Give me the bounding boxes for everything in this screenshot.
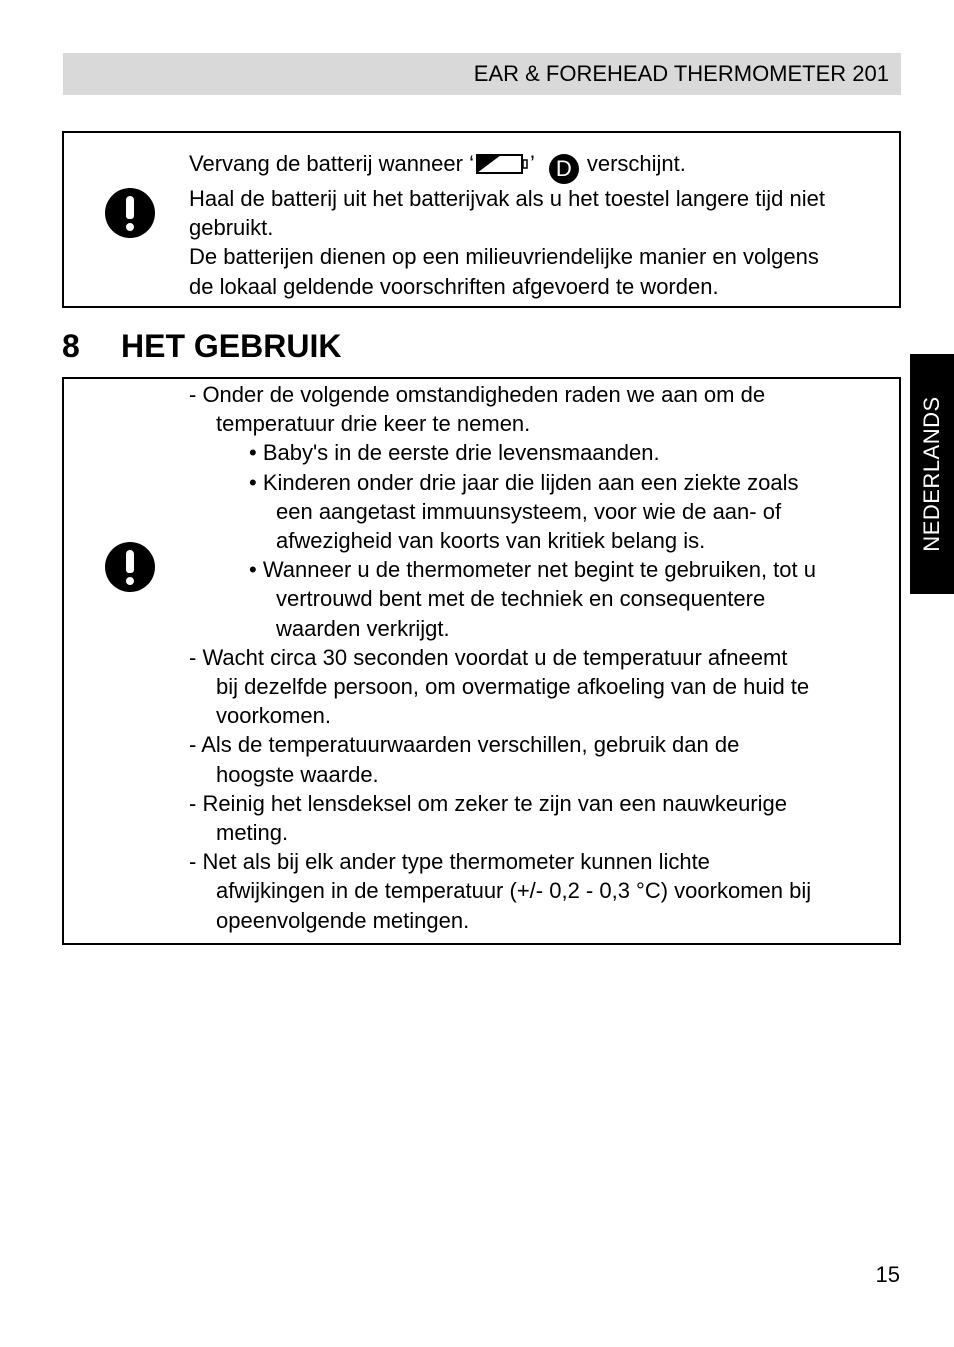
- header-bar: [63, 53, 901, 95]
- battery-notice-line: Haal de batterij uit het batterijvak als u het toestel langere tijd niet: [189, 186, 825, 211]
- list-item: - Als de temperatuurwaarden verschillen, gebruik dan de: [189, 732, 740, 758]
- battery-notice-quote-close: ’: [529, 151, 535, 176]
- bullet-item: • Baby's in de eerste drie levensmaanden.: [249, 440, 660, 466]
- header-title: EAR & FOREHEAD THERMOMETER 201: [473, 61, 889, 86]
- list-item-continuation: meting.: [216, 820, 289, 846]
- bullet-item-continuation: afwezigheid van koorts van kritiek belang is.: [276, 528, 706, 554]
- exclamation-circle-icon: [105, 542, 155, 592]
- list-item: - Wacht circa 30 seconden voordat u de temperatuur afneemt: [189, 644, 788, 670]
- battery-notice-line: [189, 149, 889, 184]
- battery-notice-line: De batterijen dienen op een milieuvriendelijke manier en volgens: [189, 244, 819, 270]
- page-number: 15: [875, 1262, 900, 1287]
- section-title: HET GEBRUIK: [121, 328, 342, 364]
- list-item-continuation: afwijkingen in de temperatuur (+/- 0,2 - 0,3 °C) voorkomen bij: [216, 878, 812, 904]
- battery-notice-line: gebruikt.: [189, 215, 274, 241]
- battery-notice-line1-end: verschijnt.: [586, 151, 686, 176]
- list-item-continuation: hoogste waarde.: [216, 761, 379, 787]
- section-heading: [62, 326, 341, 366]
- bullet-item-continuation: vertrouwd bent met de techniek en consequentere: [276, 586, 766, 612]
- section-number: 8: [62, 328, 80, 364]
- bullet-item-continuation: een aangetast immuunsysteem, voor wie de aan- of: [276, 498, 782, 524]
- language-side-tab-label: NEDERLANDS: [919, 396, 944, 552]
- bullet-item-continuation: waarden verkrijgt.: [276, 615, 450, 641]
- battery-notice-box: [62, 131, 901, 308]
- usage-notice-text: [189, 380, 889, 935]
- list-item: - Onder de volgende omstandigheden raden we aan om de: [189, 382, 766, 407]
- bullet-item: • Wanneer u de thermometer net begint te gebruiken, tot u: [249, 557, 816, 583]
- battery-notice-line: de lokaal geldende voorschriften afgevoerd te worden.: [189, 273, 719, 299]
- list-item-continuation: bij dezelfde persoon, om overmatige afkoeling van de huid te: [216, 674, 810, 700]
- language-side-tab: [910, 354, 954, 594]
- battery-notice-line1-start: Vervang de batterij wanneer ‘: [189, 151, 474, 176]
- battery-notice-text: [189, 149, 889, 301]
- usage-notice-box: [62, 377, 901, 945]
- list-item-continuation: voorkomen.: [216, 703, 331, 729]
- d-badge: D: [549, 154, 579, 184]
- list-item-continuation: opeenvolgende metingen.: [216, 907, 470, 933]
- list-item-continuation: temperatuur drie keer te nemen.: [216, 411, 531, 437]
- list-item: - Reinig het lensdeksel om zeker te zijn van een nauwkeurige: [189, 790, 787, 816]
- exclamation-circle-icon: [105, 188, 155, 238]
- bullet-item: • Kinderen onder drie jaar die lijden aan een ziekte zoals: [249, 469, 799, 495]
- low-battery-icon: [476, 154, 528, 174]
- list-item: - Net als bij elk ander type thermometer kunnen lichte: [189, 849, 710, 875]
